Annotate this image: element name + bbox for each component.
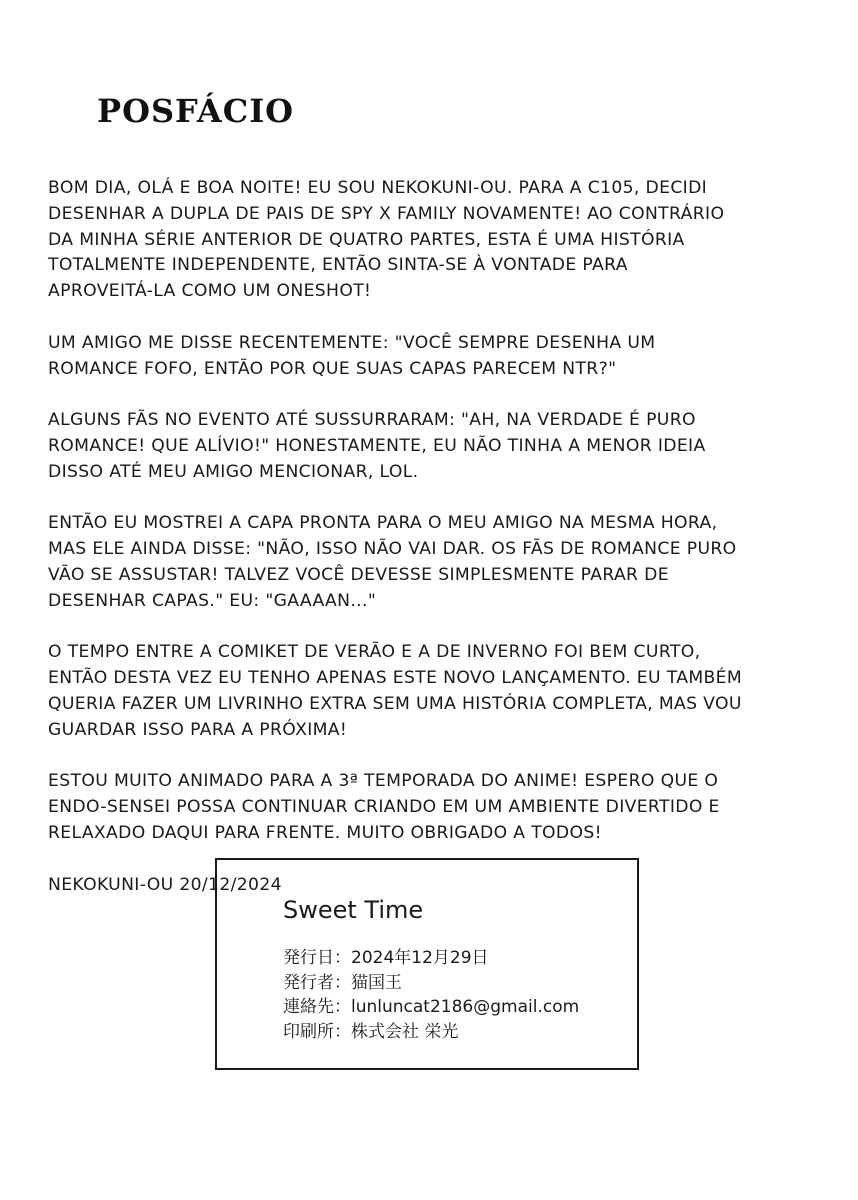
text-line: ESTOU MUITO ANIMADO PARA A 3ª TEMPORADA DO ANIME! ESPERO QUE O [48,771,719,792]
text-line: TOTALMENTE INDEPENDENTE, ENTÃO SINTA-SE À VONTADE PARA [48,255,628,276]
text-line: GUARDAR ISSO PARA A PRÓXIMA! [48,719,348,740]
text-line: RELAXADO DAQUI PARA FRENTE. MUITO OBRIGADO A TODOS! [48,822,602,843]
text-line: ENDO-SENSEI POSSA CONTINUAR CRIANDO EM UM AMBIENTE DIVERTIDO E [48,797,720,818]
text-line: BOM DIA, OLÁ E BOA NOITE! EU SOU NEKOKUNI-OU. PARA A C105, DECIDI [48,178,708,198]
page-title: POSFÁCIO [97,92,295,130]
text-line: QUERIA FAZER UM LIVRINHO EXTRA SEM UMA HISTÓRIA COMPLETA, MAS VOU [48,693,742,714]
colophon-publisher: 発行者：猫国王 [283,972,402,993]
text-line: DESENHAR CAPAS." EU: "GAAAAN..." [48,590,377,611]
paragraph-5 [48,640,838,743]
paragraph-6 [48,769,838,846]
paragraph-4 [48,511,838,614]
text-line: ENTÃO DESTA VEZ EU TENHO APENAS ESTE NOVO LANÇAMENTO. EU TAMBÉM [48,668,743,689]
paragraph-3 [48,408,838,485]
text-line: DISSO ATÉ MEU AMIGO MENCIONAR, LOL. [48,461,419,482]
text-line: O TEMPO ENTRE A COMIKET DE VERÃO E A DE INVERNO FOI BEM CURTO, [48,642,701,663]
paragraph-2 [48,331,838,383]
text-line: ROMANCE! QUE ALÍVIO!" HONESTAMENTE, EU NÃO TINHA A MENOR IDEIA [48,435,706,456]
afterword-body [48,176,838,898]
text-line: MAS ELE AINDA DISSE: "NÃO, ISSO NÃO VAI DAR. OS FÃS DE ROMANCE PURO [48,539,737,560]
text-line: ROMANCE FOFO, ENTÃO POR QUE SUAS CAPAS PARECEM NTR?" [48,358,617,379]
colophon-issue-date: 発行日：2024年12月29日 [283,948,489,968]
paragraph-1 [48,176,838,305]
colophon-box [215,858,639,1070]
colophon-contact: 連絡先：lunluncat2186@gmail.com [283,997,580,1017]
signature: NEKOKUNI-OU 20/12/2024 [48,874,282,895]
text-line: DESENHAR A DUPLA DE PAIS DE SPY X FAMILY NOVAMENTE! AO CONTRÁRIO [48,203,725,224]
text-line: ENTÃO EU MOSTREI A CAPA PRONTA PARA O MEU AMIGO NA MESMA HORA, [48,513,718,534]
text-line: APROVEITÁ-LA COMO UM ONESHOT! [48,281,372,302]
text-line: ALGUNS FÃS NO EVENTO ATÉ SUSSURRARAM: "AH, NA VERDADE É PURO [48,410,696,431]
colophon-printer: 印刷所：株式会社 栄光 [283,1021,459,1042]
colophon-title: Sweet Time [283,896,424,924]
text-line: DA MINHA SÉRIE ANTERIOR DE QUATRO PARTES, ESTA É UMA HISTÓRIA [48,229,685,250]
colophon-details [283,946,579,1044]
text-line: UM AMIGO ME DISSE RECENTEMENTE: "VOCÊ SEMPRE DESENHA UM [48,332,656,353]
text-line: VÃO SE ASSUSTAR! TALVEZ VOCÊ DEVESSE SIMPLESMENTE PARAR DE [48,564,669,585]
